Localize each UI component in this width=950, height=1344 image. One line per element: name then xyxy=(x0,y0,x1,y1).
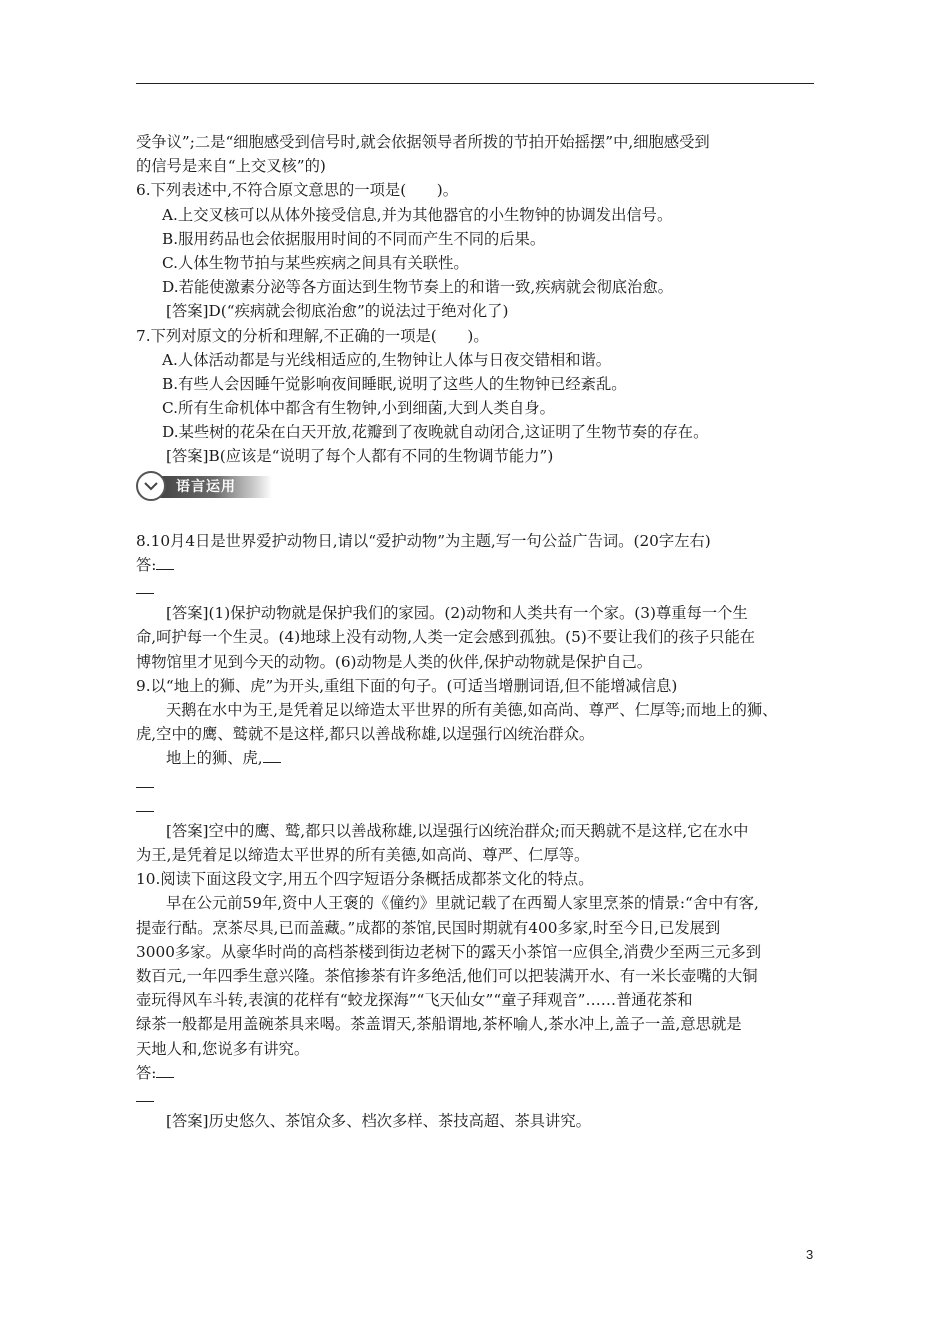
q7-option-c: C.所有生命机体中都含有生物钟,小到细菌,大到人类自身。 xyxy=(162,399,555,418)
header-rule xyxy=(136,83,814,84)
q10-passage-line: 绿茶一般都是用盖碗茶具来喝。茶盖谓天,茶船谓地,茶杯喻人,茶水冲上,盖子一盖,意思就是 xyxy=(136,1015,742,1034)
q6-option-a: A.上交叉核可以从体外接受信息,并为其他器官的小生物钟的协调发出信号。 xyxy=(162,205,673,224)
q9-answer-line: 为王,是凭着足以缔造太平世界的所有美德,如高尚、尊严、仁厚等。 xyxy=(136,846,590,865)
answer-blank-line[interactable] xyxy=(136,1085,816,1109)
q7-option-d: D.某些树的花朵在白天开放,花瓣到了夜晚就自动闭合,这证明了生物节奏的存在。 xyxy=(162,423,709,442)
q7-option-a: A.人体活动都是与光线相适应的,生物钟让人体与日夜交错相和谐。 xyxy=(162,350,612,369)
q9-answer-line: [答案]空中的鹰、鹫,都只以善战称雄,以逞强行凶统治群众;而天鹅就不是这样,它在水中 xyxy=(166,821,749,840)
answer-blank[interactable] xyxy=(156,555,174,570)
q6-answer: [答案]D(“疾病就会彻底治愈”的说法过于绝对化了) xyxy=(166,302,509,321)
q9-prompt xyxy=(136,746,816,770)
section-title: 语言运用 xyxy=(176,478,236,495)
answer-blank[interactable] xyxy=(263,748,281,763)
q6-option-d: D.若能使激素分泌等各方面达到生物节奏上的和谐一致,疾病就会彻底治愈。 xyxy=(162,278,673,297)
answer-blank[interactable] xyxy=(156,1063,174,1078)
answer-label: 答: xyxy=(136,1063,157,1082)
q8-answer-line: 博物馆里才见到今天的动物。(6)动物是人类的伙伴,保护动物就是保护自己。 xyxy=(136,652,653,671)
chevron-down-icon xyxy=(136,471,166,501)
q10-passage-line: 提壶行酤。烹茶尽具,已而盖藏。”成都的茶馆,民国时期就有400多家,时至今日,已发展到 xyxy=(136,918,721,937)
q10-answer: [答案]历史悠久、茶馆众多、档次多样、茶技高超、茶具讲究。 xyxy=(166,1112,591,1131)
passage-line: 受争议”;二是“细胞感受到信号时,就会依据领导者所拨的节拍开始摇摆”中,细胞感受到 xyxy=(136,133,710,151)
section-banner xyxy=(136,471,276,501)
answer-blank-line[interactable] xyxy=(136,795,816,819)
question-8-stem: 8.10月4日是世界爱护动物日,请以“爱护动物”为主题,写一句公益广告词。(20字左右) xyxy=(136,531,711,550)
question-9-stem: 9.以“地上的狮、虎”为开头,重组下面的句子。(可适当增删词语,但不能增减信息) xyxy=(136,676,678,695)
page-number: 3 xyxy=(806,1247,814,1262)
q9-passage-line: 天鹅在水中为王,是凭着足以缔造太平世界的所有美德,如高尚、尊严、仁厚等;而地上的狮、 xyxy=(166,700,778,719)
question-10-stem: 10.阅读下面这段文字,用五个四字短语分条概括成都茶文化的特点。 xyxy=(136,870,594,889)
q6-option-b: B.服用药品也会依据服用时间的不同而产生不同的后果。 xyxy=(162,229,546,248)
q10-passage-line: 壶玩得风车斗转,表演的花样有“蛟龙探海”“飞天仙女”“童子拜观音”……普通花茶和 xyxy=(136,991,693,1010)
q9-prompt-text: 地上的狮、虎, xyxy=(166,749,263,768)
q8-answer-line: 命,呵护每一个生灵。(4)地球上没有动物,人类一定会感到孤独。(5)不要让我们的孩子只能在 xyxy=(136,628,756,647)
q10-passage-line: 天地人和,您说多有讲究。 xyxy=(136,1039,310,1058)
q10-passage-line: 早在公元前59年,资中人王褒的《僮约》里就记载了在西蜀人家里烹茶的情景:“舍中有客, xyxy=(166,894,759,913)
question-6-stem: 6.下列表述中,不符合原文意思的一项是( )。 xyxy=(136,181,459,200)
answer-blank-line[interactable] xyxy=(136,771,816,795)
q10-passage-line: 数百元,一年四季生意兴隆。茶倌掺茶有许多绝活,他们可以把装满开水、有一米长壶嘴的大铜 xyxy=(136,967,758,985)
q7-option-b: B.有些人会因睡午觉影响夜间睡眠,说明了这些人的生物钟已经紊乱。 xyxy=(162,374,627,393)
q7-answer: [答案]B(应该是“说明了每个人都有不同的生物调节能力”) xyxy=(166,447,554,466)
q10-answer-prompt xyxy=(136,1061,816,1085)
q8-answer-line: [答案](1)保护动物就是保护我们的家园。(2)动物和人类共有一个家。(3)尊重每一个生 xyxy=(166,604,748,623)
question-7-stem: 7.下列对原文的分析和理解,不正确的一项是( )。 xyxy=(136,326,489,345)
q8-answer-prompt xyxy=(136,553,816,577)
q10-passage-line: 3000多家。从豪华时尚的高档茶楼到街边老树下的露天小茶馆一应俱全,消费少至两三元多到 xyxy=(136,942,762,961)
passage-line: 的信号是来自“上交叉核”的) xyxy=(136,157,326,176)
q9-passage-line: 虎,空中的鹰、鹫就不是这样,都只以善战称雄,以逞强行凶统治群众。 xyxy=(136,725,595,744)
answer-label: 答: xyxy=(136,555,157,574)
page-body xyxy=(136,130,816,1133)
answer-blank-line[interactable] xyxy=(136,577,816,601)
q6-option-c: C.人体生物节拍与某些疾病之间具有关联性。 xyxy=(162,253,469,272)
